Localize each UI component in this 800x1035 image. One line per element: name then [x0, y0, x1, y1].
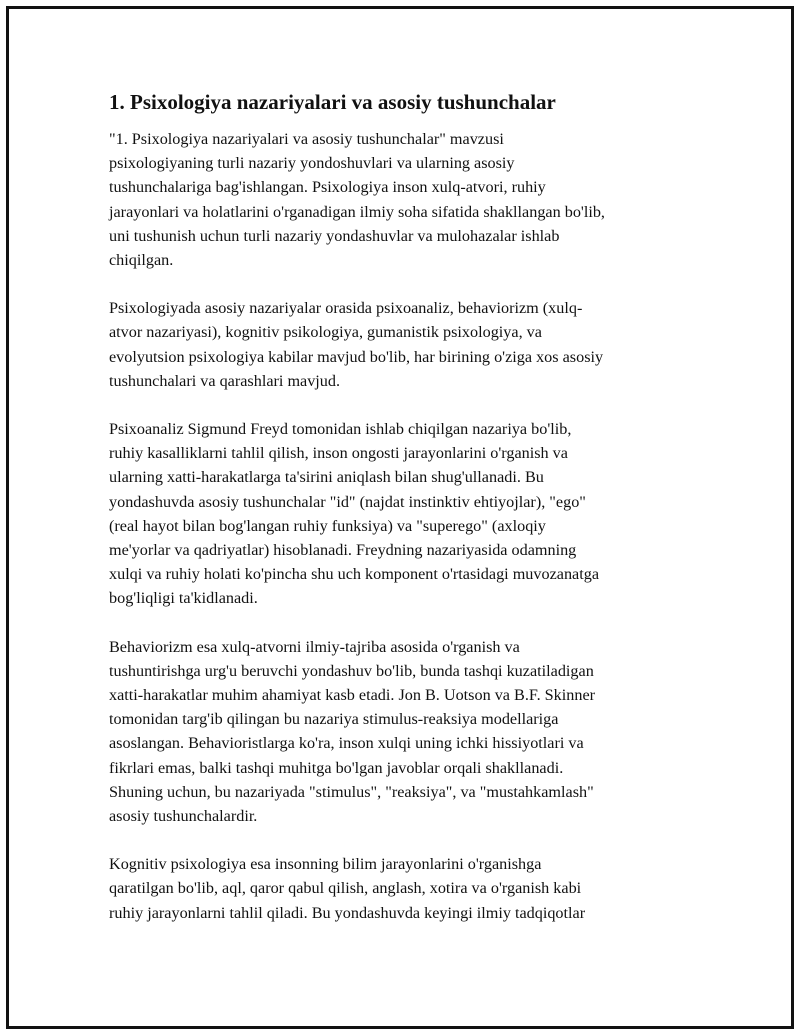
- text-line: jarayonlari va holatlarini o'rganadigan ilmiy soha sifatida shakllangan bo'lib,: [109, 202, 605, 221]
- paragraph-cognitive: [109, 852, 689, 925]
- text-line: yondashuvda asosiy tushunchalar "id" (najdat instinktiv ehtiyojlar), "ego": [109, 492, 586, 511]
- text-line: Psixologiyada asosiy nazariyalar orasida psixoanaliz, behaviorizm (xulq-: [109, 299, 583, 318]
- text-line: Kognitiv psixologiya esa insonning bilim jarayonlarini o'rganishga: [109, 855, 542, 874]
- text-line: atvor nazariyasi), kognitiv psikologiya, gumanistik psixologiya, va: [109, 323, 542, 342]
- text-line: qaratilgan bo'lib, aql, qaror qabul qilish, anglash, xotira va o'rganish kabi: [109, 879, 582, 898]
- text-line: me'yorlar va qadriyatlar) hisoblanadi. Freydning nazariyasida odamning: [109, 541, 577, 560]
- text-line: "1. Psixologiya nazariyalari va asosiy tushunchalar" mavzusi: [109, 130, 504, 148]
- text-line: Psixoanaliz Sigmund Freyd tomonidan ishlab chiqilgan nazariya bo'lib,: [109, 420, 572, 439]
- text-line: psixologiyaning turli nazariy yondoshuvlari va ularning asosiy: [109, 154, 515, 173]
- section-heading: 1. Psixologiya nazariyalari va asosiy tushunchalar: [109, 90, 556, 114]
- text-line: Behaviorizm esa xulq-atvorni ilmiy-tajriba asosida o'rganish va: [109, 637, 520, 656]
- text-line: (real hayot bilan bog'langan ruhiy funksiya) va "superego" (axloqiy: [109, 516, 546, 535]
- paragraph-behaviorism: [109, 635, 689, 829]
- text-line: uni tushunish uchun turli nazariy yondashuvlar va mulohazalar ishlab: [109, 226, 560, 245]
- text-line: tushunchalariga bag'ishlangan. Psixologiya inson xulq-atvori, ruhiy: [109, 178, 546, 197]
- text-line: chiqilgan.: [109, 251, 174, 270]
- text-line: bog'liqligi ta'kidlanadi.: [109, 589, 258, 608]
- text-line: tomonidan targ'ib qilingan bu nazariya stimulus-reaksiya modellariga: [109, 710, 559, 729]
- paragraph-intro: [109, 127, 689, 272]
- text-line: tushunchalari va qarashlari mavjud.: [109, 371, 341, 390]
- text-line: xulqi va ruhiy holati ko'pincha shu uch komponent o'rtasidagi muvozanatga: [109, 565, 600, 584]
- text-line: fikrlari emas, balki tashqi muhitga bo'lgan javoblar orqali shakllanadi.: [109, 758, 564, 777]
- paragraph-theories: [109, 296, 689, 393]
- text-line: asoslangan. Behavioristlarga ko'ra, inson xulqi uning ichki hissiyotlari va: [109, 734, 584, 753]
- text-line: asosiy tushunchalardir.: [109, 807, 258, 826]
- document-body: [109, 89, 689, 949]
- text-line: tushuntirishga urg'u beruvchi yondashuv bo'lib, bunda tashqi kuzatiladigan: [109, 661, 594, 680]
- text-line: ruhiy kasalliklarni tahlil qilish, inson ongosti jarayonlarini o'rganish va: [109, 444, 568, 463]
- text-line: xatti-harakatlar muhim ahamiyat kasb etadi. Jon B. Uotson va B.F. Skinner: [109, 686, 596, 705]
- text-line: ruhiy jarayonlarni tahlil qiladi. Bu yondashuvda keyingi ilmiy tadqiqotlar: [109, 903, 586, 922]
- text-line: ularning xatti-harakatlarga ta'sirini aniqlash bilan shug'ullanadi. Bu: [109, 468, 544, 487]
- text-line: Shuning uchun, bu nazariyada "stimulus", "reaksiya", va "mustahkamlash": [109, 782, 594, 801]
- text-line: evolyutsion psixologiya kabilar mavjud bo'lib, har birining o'ziga xos asosiy: [109, 347, 604, 366]
- paragraph-psychoanalysis: [109, 417, 689, 611]
